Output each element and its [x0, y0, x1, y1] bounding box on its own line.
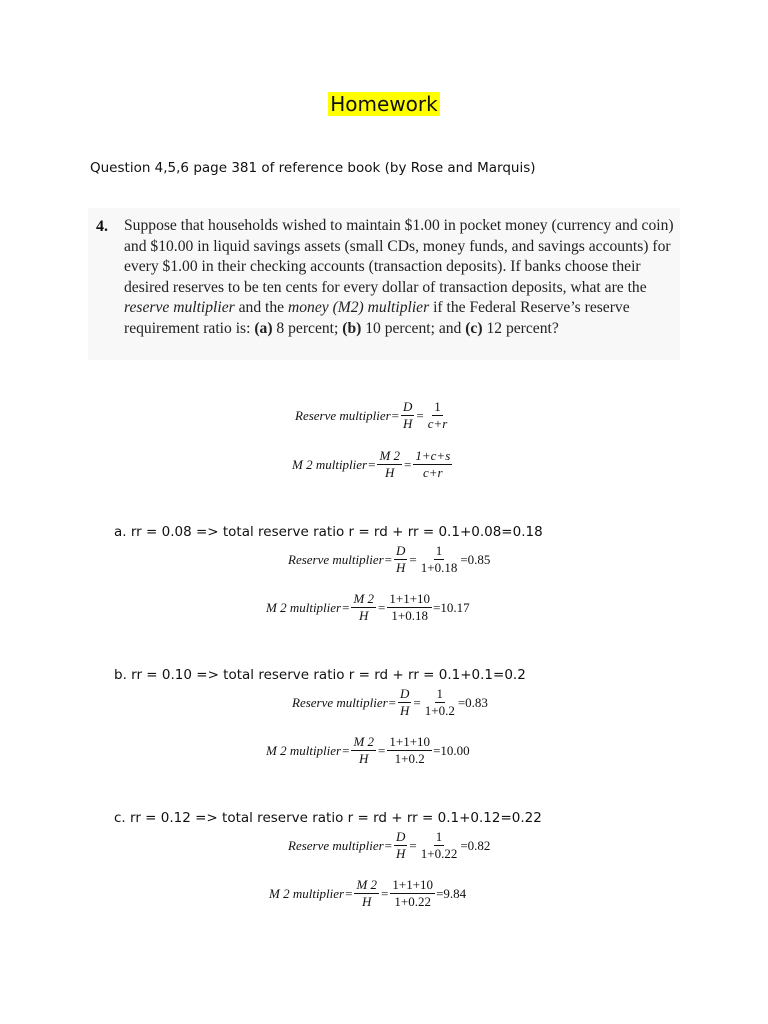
formula-m2-multiplier: M 2 multiplier = $\frac{M 2}{H}$ = $\frac{1+c+s}{c+r}$ — [292, 448, 451, 480]
question-number: 4. — [96, 218, 108, 235]
page-title — [0, 92, 768, 116]
item-c-reserve-formula: Reserve multiplier = $\frac{D}{H}$ = $\frac{1}{1+0.22}$ =0.82 — [288, 829, 491, 861]
intro-text: Question 4,5,6 page 381 of reference book (by Rose and Marquis) — [90, 160, 536, 176]
item-a-label: a. rr = 0.08 => total reserve ratio r = rd + rr = 0.1+0.08=0.18 — [114, 524, 543, 540]
question-image — [88, 208, 680, 360]
formula-reserve-multiplier: Reserve multiplier = $\frac{D}{H}$ = $\frac{1}{c+r}$ — [295, 399, 448, 431]
item-a-reserve-formula: Reserve multiplier = $\frac{D}{H}$ = $\frac{1}{1+0.18}$ =0.85 — [288, 543, 491, 575]
title-highlight: Homework — [330, 92, 438, 116]
item-c-m2-formula: M 2 multiplier = $\frac{M 2}{H}$ = $\frac{1+1+10}{1+0.22}$ =9.84 — [269, 877, 467, 909]
item-b-reserve-formula: Reserve multiplier = $\frac{D}{H}$ = $\frac{1}{1+0.2}$ =0.83 — [292, 686, 488, 718]
item-b-m2-formula: M 2 multiplier = $\frac{M 2}{H}$ = $\frac{1+1+10}{1+0.2}$ =10.00 — [266, 734, 470, 766]
question-text: Suppose that households wished to maintain $1.00 in pocket money (currency and coin) and $10.00 in liquid savings assets (small CDs, money funds, and savings accounts) for every $1.00 in their checking accounts (transaction deposits). If banks choose their desired reserves to be ten cents for every dollar of transaction deposits, what are the reserve multiplier and the money (M2) multiplier if the Federal Reserve’s reserve requirement ratio is: (a) 8 percent; (b) 10 percent; and (c) 12 percent? — [124, 217, 674, 337]
item-c-label: c. rr = 0.12 => total reserve ratio r = rd + rr = 0.1+0.12=0.22 — [114, 810, 542, 826]
item-a-m2-formula: M 2 multiplier = $\frac{M 2}{H}$ = $\frac{1+1+10}{1+0.18}$ =10.17 — [266, 591, 470, 623]
item-b-label: b. rr = 0.10 => total reserve ratio r = rd + rr = 0.1+0.1=0.2 — [114, 667, 526, 683]
